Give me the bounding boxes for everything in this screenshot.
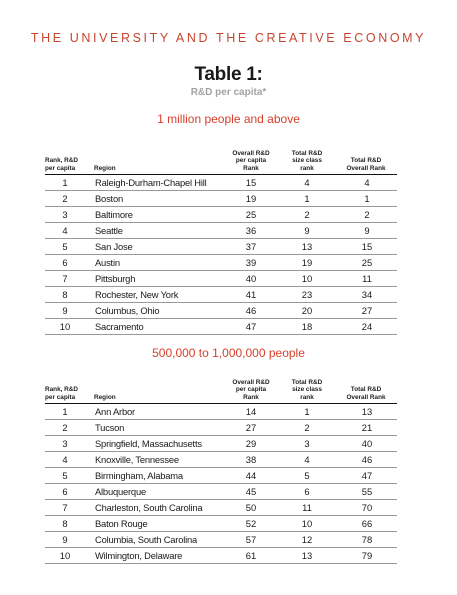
cell-rank: 1 <box>62 177 68 188</box>
cell-overall-rank: 38 <box>245 454 257 465</box>
column-header-region: Region <box>94 393 116 401</box>
cell-region: Birmingham, Alabama <box>95 470 183 481</box>
cell-rank: 8 <box>62 518 68 529</box>
cell-region: Columbia, South Carolina <box>95 534 198 545</box>
column-header-overall-rank-line: Overall R&D <box>232 378 270 386</box>
table-row <box>45 436 397 452</box>
column-header-size-class-rank <box>277 379 337 401</box>
cell-size-class-rank: 10 <box>301 273 313 284</box>
table-row <box>45 452 397 468</box>
cell-total-overall-rank: 1 <box>364 193 370 204</box>
cell-total-overall-rank: 13 <box>361 406 373 417</box>
cell-region: Albuquerque <box>95 486 146 497</box>
cell-region: Austin <box>95 257 120 268</box>
cell-overall-rank: 52 <box>245 518 257 529</box>
cell-size-class-rank: 13 <box>301 550 313 561</box>
column-header-total-overall-rank <box>334 157 398 172</box>
cell-size-class-rank: 13 <box>301 241 313 252</box>
column-header-size-class-rank-line: Total R&D <box>291 378 323 386</box>
cell-total-overall-rank: 47 <box>361 470 373 481</box>
cell-overall-rank: 27 <box>245 422 257 433</box>
cell-rank: 3 <box>62 209 68 220</box>
cell-size-class-rank: 1 <box>304 406 310 417</box>
cell-region: San Jose <box>95 241 133 252</box>
section-title-large: 1 million people and above <box>157 112 300 126</box>
table-row <box>45 500 397 516</box>
column-header-total-overall-rank-line: Overall Rank <box>346 164 386 172</box>
cell-overall-rank: 25 <box>245 209 257 220</box>
cell-size-class-rank: 9 <box>304 225 310 236</box>
cell-rank: 4 <box>62 225 68 236</box>
cell-total-overall-rank: 2 <box>364 209 370 220</box>
table-row <box>45 548 397 564</box>
cell-region: Springfield, Massachusetts <box>95 438 202 449</box>
column-header-rank-line: per capita <box>45 164 76 172</box>
column-header-size-class-rank-line: size class <box>292 157 322 165</box>
cell-size-class-rank: 3 <box>304 438 310 449</box>
cell-region: Tucson <box>95 422 125 433</box>
column-header-overall-rank-line: Rank <box>243 393 259 401</box>
cell-total-overall-rank: 25 <box>361 257 373 268</box>
cell-rank: 10 <box>59 550 71 561</box>
table-row <box>45 239 397 255</box>
column-header-total-overall-rank-line: Overall Rank <box>346 393 386 401</box>
cell-total-overall-rank: 66 <box>361 518 373 529</box>
cell-region: Knoxville, Tennessee <box>95 454 179 465</box>
table-title: Table 1: <box>194 64 263 85</box>
table-row <box>45 484 397 500</box>
table-row <box>45 468 397 484</box>
cell-overall-rank: 15 <box>245 177 257 188</box>
table-row <box>45 207 397 223</box>
cell-total-overall-rank: 24 <box>361 321 373 332</box>
column-header-overall-rank-line: per capita <box>235 157 267 165</box>
cell-total-overall-rank: 21 <box>361 422 373 433</box>
section-title-mid: 500,000 to 1,000,000 people <box>152 346 305 360</box>
cell-overall-rank: 47 <box>245 321 257 332</box>
cell-total-overall-rank: 46 <box>361 454 373 465</box>
cell-region: Sacramento <box>95 321 144 332</box>
column-header-overall-rank-line: per capita <box>235 386 267 394</box>
cell-overall-rank: 29 <box>245 438 257 449</box>
column-header-rank <box>45 157 78 172</box>
column-header-rank-line: Rank, R&D <box>45 386 79 394</box>
table-row <box>45 287 397 303</box>
cell-total-overall-rank: 34 <box>361 289 373 300</box>
cell-total-overall-rank: 78 <box>361 534 373 545</box>
cell-rank: 4 <box>62 454 68 465</box>
cell-size-class-rank: 4 <box>304 454 310 465</box>
cell-region: Baton Rouge <box>95 518 148 529</box>
cell-rank: 9 <box>62 305 68 316</box>
table-large-regions <box>45 140 397 335</box>
column-header-size-class-rank-line: Total R&D <box>291 149 323 157</box>
cell-size-class-rank: 4 <box>304 177 310 188</box>
cell-rank: 1 <box>62 406 68 417</box>
cell-rank: 2 <box>62 193 68 204</box>
cell-overall-rank: 57 <box>245 534 257 545</box>
cell-region: Raleigh-Durham-Chapel Hill <box>95 177 207 188</box>
table-subtitle: R&D per capita* <box>190 87 267 98</box>
column-header-rank-line: Rank, R&D <box>45 157 79 165</box>
cell-rank: 7 <box>62 502 68 513</box>
cell-region: Rochester, New York <box>95 289 179 300</box>
column-header-total-overall-rank-line: Total R&D <box>350 157 382 165</box>
cell-size-class-rank: 23 <box>301 289 313 300</box>
table-row <box>45 175 397 191</box>
table-mid-regions <box>45 369 397 564</box>
column-header-overall-rank-line: Overall R&D <box>232 149 270 157</box>
cell-overall-rank: 40 <box>245 273 257 284</box>
cell-overall-rank: 36 <box>245 225 257 236</box>
table-row <box>45 255 397 271</box>
cell-overall-rank: 14 <box>245 406 257 417</box>
cell-overall-rank: 37 <box>245 241 257 252</box>
cell-rank: 9 <box>62 534 68 545</box>
cell-size-class-rank: 2 <box>304 422 310 433</box>
cell-total-overall-rank: 11 <box>362 273 372 284</box>
cell-overall-rank: 39 <box>245 257 257 268</box>
cell-size-class-rank: 6 <box>304 486 310 497</box>
cell-rank: 2 <box>62 422 68 433</box>
cell-overall-rank: 44 <box>245 470 257 481</box>
cell-total-overall-rank: 15 <box>361 241 373 252</box>
document-header: THE UNIVERSITY AND THE CREATIVE ECONOMY <box>30 31 427 45</box>
cell-rank: 5 <box>62 241 68 252</box>
column-header-size-class-rank <box>277 150 337 172</box>
column-header-row <box>45 140 397 174</box>
cell-overall-rank: 45 <box>245 486 257 497</box>
cell-rank: 6 <box>62 257 68 268</box>
column-header-row <box>45 369 397 403</box>
table-row <box>45 303 397 319</box>
cell-region: Charleston, South Carolina <box>95 502 203 513</box>
cell-total-overall-rank: 79 <box>361 550 373 561</box>
column-header-overall-rank <box>219 379 283 401</box>
table-row <box>45 532 397 548</box>
cell-overall-rank: 19 <box>245 193 257 204</box>
cell-size-class-rank: 20 <box>301 305 313 316</box>
column-header-rank-line: per capita <box>45 393 76 401</box>
cell-total-overall-rank: 55 <box>361 486 373 497</box>
cell-size-class-rank: 12 <box>301 534 313 545</box>
column-header-total-overall-rank <box>334 386 398 401</box>
column-header-size-class-rank-line: size class <box>292 386 322 394</box>
column-header-total-overall-rank-line: Total R&D <box>350 386 382 394</box>
cell-size-class-rank: 11 <box>302 502 312 513</box>
column-header-overall-rank <box>219 150 283 172</box>
cell-rank: 8 <box>62 289 68 300</box>
cell-region: Baltimore <box>95 209 133 220</box>
table-row <box>45 223 397 239</box>
column-header-size-class-rank-line: rank <box>300 393 314 401</box>
cell-overall-rank: 50 <box>245 502 257 513</box>
cell-total-overall-rank: 4 <box>364 177 370 188</box>
table-row <box>45 404 397 420</box>
cell-region: Pittsburgh <box>95 273 136 284</box>
column-header-overall-rank-line: Rank <box>243 164 259 172</box>
cell-overall-rank: 61 <box>245 550 257 561</box>
cell-overall-rank: 41 <box>245 289 257 300</box>
table-row <box>45 319 397 335</box>
cell-overall-rank: 46 <box>245 305 257 316</box>
table-row <box>45 191 397 207</box>
cell-region: Boston <box>95 193 123 204</box>
column-header-rank <box>45 386 78 401</box>
cell-size-class-rank: 5 <box>304 470 310 481</box>
column-header-size-class-rank-line: rank <box>300 164 314 172</box>
cell-rank: 7 <box>62 273 68 284</box>
cell-region: Ann Arbor <box>95 406 135 417</box>
cell-total-overall-rank: 70 <box>361 502 373 513</box>
cell-total-overall-rank: 27 <box>361 305 373 316</box>
cell-total-overall-rank: 9 <box>364 225 370 236</box>
column-header-region: Region <box>94 164 116 172</box>
cell-size-class-rank: 18 <box>301 321 313 332</box>
cell-size-class-rank: 10 <box>301 518 313 529</box>
cell-rank: 3 <box>62 438 68 449</box>
cell-rank: 6 <box>62 486 68 497</box>
table-row <box>45 420 397 436</box>
cell-total-overall-rank: 40 <box>361 438 373 449</box>
cell-size-class-rank: 19 <box>301 257 313 268</box>
table-row <box>45 271 397 287</box>
cell-size-class-rank: 2 <box>304 209 310 220</box>
cell-rank: 10 <box>59 321 71 332</box>
cell-region: Columbus, Ohio <box>95 305 160 316</box>
cell-region: Seattle <box>95 225 123 236</box>
cell-size-class-rank: 1 <box>304 193 310 204</box>
cell-rank: 5 <box>62 470 68 481</box>
cell-region: Wilmington, Delaware <box>95 550 183 561</box>
table-row <box>45 516 397 532</box>
